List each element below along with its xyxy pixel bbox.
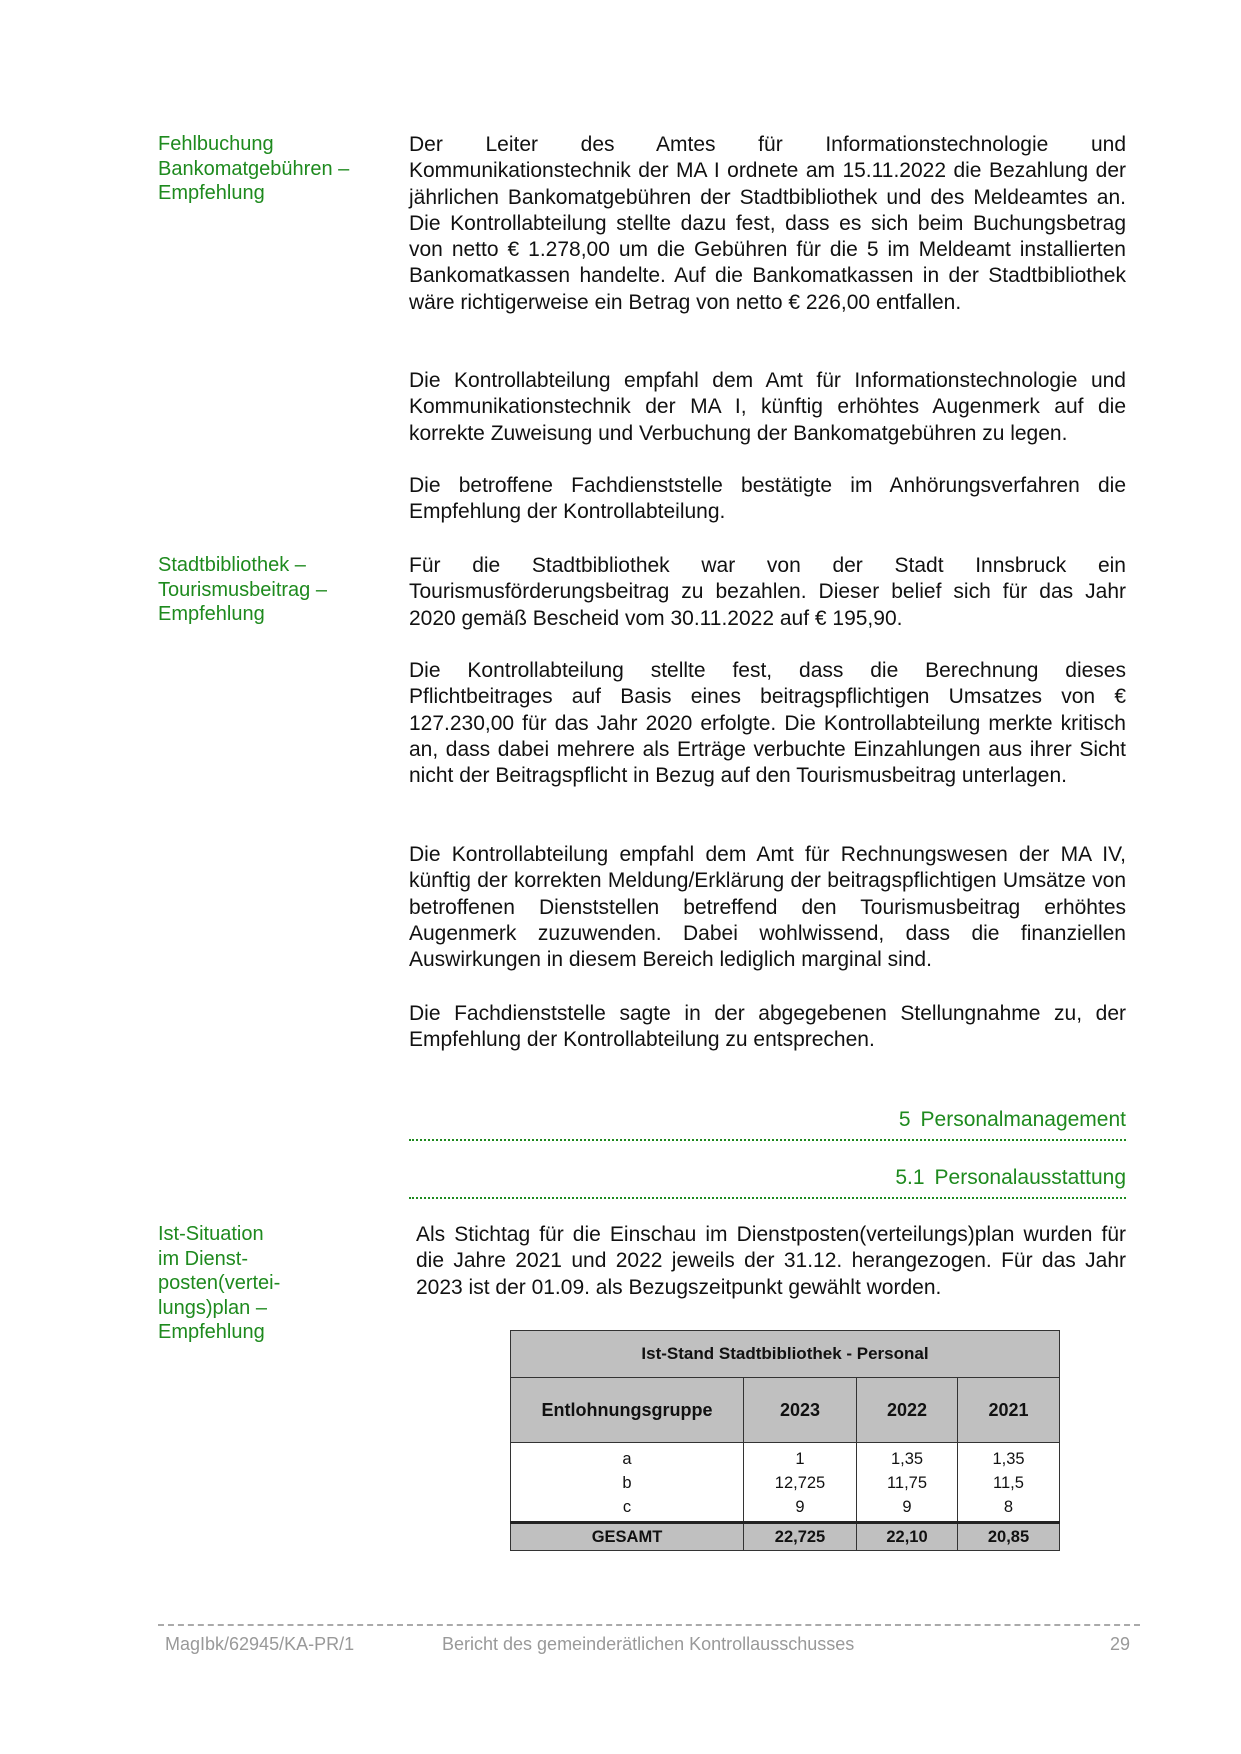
paragraph: Die Kontrollabteilung empfahl dem Amt für Informationstechnologie und Kommunikationstechnik der MA I, künftig erhöhtes Augenmerk auf die korrekte Zuweisung und Verbuchung der Bankomatgebühren zu legen. [409, 369, 1126, 445]
label-line: posten(vertei- [158, 1272, 281, 1294]
margin-label-fehlbuchung [158, 132, 378, 206]
table-cell: 1,35 [958, 1443, 1060, 1472]
table-cell: 9 [744, 1495, 857, 1523]
column-header: 2021 [958, 1378, 1060, 1443]
label-line: Empfehlung [158, 1321, 265, 1343]
column-header: 2023 [744, 1378, 857, 1443]
paragraph: Die Fachdienststelle sagte in der abgegebenen Stellungnahme zu, der Empfehlung der Kontrollabteilung zu entsprechen. [409, 1002, 1126, 1052]
section-heading-5-1 [409, 1165, 1126, 1199]
table-cell: 1 [744, 1443, 857, 1472]
table-cell: c [511, 1495, 744, 1523]
label-line: Bankomatgebühren – [158, 157, 350, 180]
label-line: Fehlbuchung [158, 133, 274, 155]
table-row [511, 1471, 1060, 1495]
section-heading-5 [409, 1107, 1126, 1141]
table-cell: 8 [958, 1495, 1060, 1523]
label-line: Stadtbibliothek – [158, 554, 306, 576]
table-row [511, 1443, 1060, 1472]
column-header: 2022 [857, 1378, 958, 1443]
table-cell: 9 [857, 1495, 958, 1523]
table-cell: 11,5 [958, 1471, 1060, 1495]
label-line: lungs)plan – [158, 1296, 267, 1319]
heading-number: 5.1 [895, 1166, 925, 1189]
page-number: 29 [1110, 1634, 1131, 1654]
table-cell: 1,35 [857, 1443, 958, 1472]
table-cell: b [511, 1471, 744, 1495]
heading-number: 5 [898, 1108, 911, 1131]
table-cell: GESAMT [511, 1523, 744, 1551]
table-cell: 22,10 [857, 1523, 958, 1551]
heading-title: Personalmanagement [920, 1108, 1126, 1131]
personal-table [510, 1330, 1060, 1551]
label-line: im Dienst- [158, 1247, 249, 1270]
paragraph: Für die Stadtbibliothek war von der Stadt Innsbruck ein Tourismusförderungsbeitrag zu bezahlen. Dieser belief sich für das Jahr 2020 gemäß Bescheid vom 30.11.2022 auf € 195,90. [409, 554, 1126, 630]
footer-divider [158, 1624, 1140, 1626]
margin-label-tourismusbeitrag [158, 553, 378, 627]
label-line: Tourismusbeitrag – [158, 578, 327, 601]
paragraph: Die Kontrollabteilung empfahl dem Amt für Rechnungswesen der MA IV, künftig der korrekten Meldung/Erklärung der beitragspflichtigen Umsätze von betroffenen Dienststellen betreffend den Tourismusbeitrag erhöhtes Augenmerk zuzuwenden. Dabei wohlwissend, dass die finanziellen Auswirkungen in diesem Bereich lediglich marginal sind. [409, 843, 1126, 972]
table-cell: a [511, 1443, 744, 1472]
margin-label-ist-situation [158, 1222, 378, 1345]
paragraph: Die Kontrollabteilung stellte fest, dass die Berechnung dieses Pflichtbeitrages auf Basis eines beitragspflichtigen Umsatzes von € 127.230,00 für das Jahr 2020 erfolgte. Die Kontrollabteilung merkte kritisch an, dass dabei mehrere als Erträge verbuchte Einzahlungen aus ihrer Sicht nicht der Beitragspflicht in Bezug auf den Tourismusbeitrag unterlagen. [409, 659, 1126, 788]
footer-title: Bericht des gemeinderätlichen Kontrollausschusses [442, 1634, 855, 1654]
table-total-row [511, 1523, 1060, 1551]
paragraph: Der Leiter des Amtes für Informationstechnologie und Kommunikationstechnik der MA I ordnete am 15.11.2022 die Bezahlung der jährlichen Bankomatgebühren der Stadtbibliothek und des Meldeamtes an. Die Kontrollabteilung stellte dazu fest, dass es sich beim Buchungsbetrag von netto € 1.278,00 um die Gebühren für die 5 im Meldeamt installierten Bankomatkassen handelte. Auf die Bankomatkassen in der Stadtbibliothek wäre richtigerweise ein Betrag von netto € 226,00 entfallen. [409, 133, 1126, 314]
table-cell: 11,75 [857, 1471, 958, 1495]
table-row [511, 1495, 1060, 1523]
label-line: Empfehlung [158, 182, 265, 204]
table-title: Ist-Stand Stadtbibliothek - Personal [511, 1331, 1060, 1378]
column-header: Entlohnungsgruppe [511, 1378, 744, 1443]
label-line: Empfehlung [158, 603, 265, 625]
paragraph: Die betroffene Fachdienststelle bestätigte im Anhörungsverfahren die Empfehlung der Kontrollabteilung. [409, 474, 1126, 524]
table-cell: 22,725 [744, 1523, 857, 1551]
label-line: Ist-Situation [158, 1223, 264, 1245]
table-cell: 12,725 [744, 1471, 857, 1495]
footer-reference: MagIbk/62945/KA-PR/1 [165, 1634, 355, 1654]
paragraph: Als Stichtag für die Einschau im Dienstposten(verteilungs)plan wurden für die Jahre 2021 und 2022 jeweils der 31.12. herangezogen. Für das Jahr 2023 ist der 01.09. als Bezugszeitpunkt gewählt worden. [416, 1223, 1126, 1299]
table-cell: 20,85 [958, 1523, 1060, 1551]
heading-title: Personalausstattung [934, 1166, 1126, 1189]
